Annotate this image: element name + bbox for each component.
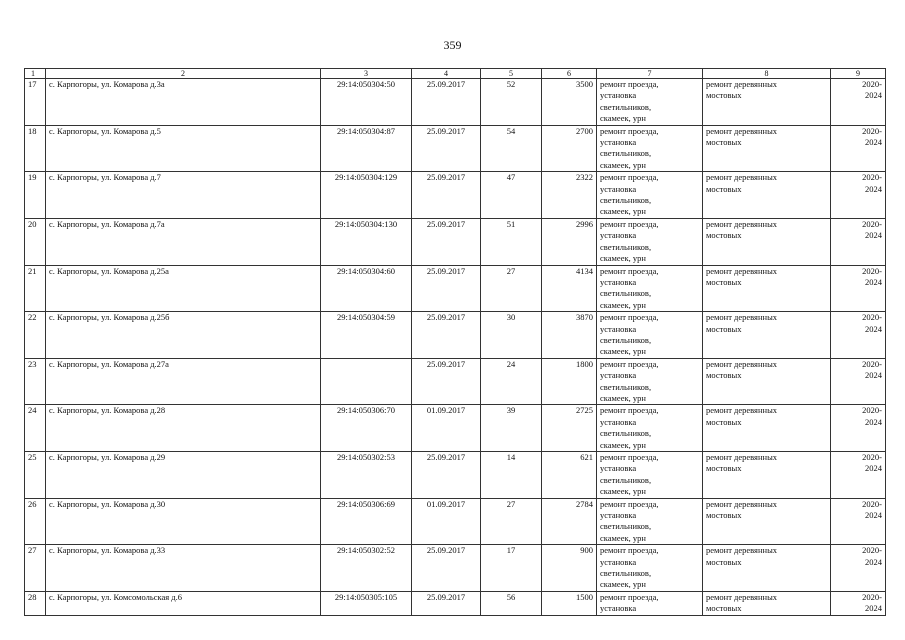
- cell-line: 2024: [865, 510, 882, 521]
- area-cell: 621: [542, 452, 597, 499]
- cadastral-number-cell: 29:14:050304:50: [321, 79, 412, 126]
- work-type-cell: [703, 545, 831, 592]
- cell-line: мостовых: [706, 323, 742, 334]
- table-row: [25, 79, 886, 126]
- period-cell: [831, 498, 886, 545]
- cell-line: установка: [600, 416, 637, 427]
- page-number: 359: [443, 38, 462, 52]
- date-cell: 25.09.2017: [412, 312, 481, 359]
- cadastral-number-cell: 29:14:050304:87: [321, 125, 412, 172]
- row-number: 25: [25, 452, 46, 499]
- count-cell: 27: [481, 498, 542, 545]
- row-number: 22: [25, 312, 46, 359]
- date-cell: 25.09.2017: [412, 265, 481, 312]
- address-cell: с. Карпогоры, ул. Комарова д.30: [46, 498, 321, 545]
- table-row: [25, 358, 886, 405]
- cell-line: мостовых: [706, 137, 742, 148]
- cell-line: 2024: [865, 90, 882, 101]
- cell-line: ремонт проезда,: [600, 265, 659, 276]
- table-row: [25, 591, 886, 615]
- cell-line: установка: [600, 90, 637, 101]
- table-row: [25, 545, 886, 592]
- column-number: 2: [46, 69, 321, 79]
- cell-line: установка: [600, 276, 637, 287]
- area-cell: 2784: [542, 498, 597, 545]
- cell-line: ремонт проезда,: [600, 498, 659, 509]
- cell-line: мостовых: [706, 603, 742, 614]
- cell-line: 2024: [865, 603, 882, 614]
- work-description-cell: [597, 172, 703, 219]
- table-row: [25, 498, 886, 545]
- period-cell: [831, 218, 886, 265]
- cell-line: скамеек, урн: [600, 113, 646, 124]
- table-row: [25, 265, 886, 312]
- work-type-cell: [703, 172, 831, 219]
- row-number: 24: [25, 405, 46, 452]
- cell-line: установка: [600, 230, 637, 241]
- period-cell: [831, 172, 886, 219]
- address-cell: с. Карпогоры, ул. Комарова д.28: [46, 405, 321, 452]
- cadastral-number-cell: 29:14:050304:129: [321, 172, 412, 219]
- cell-line: мостовых: [706, 183, 742, 194]
- count-cell: 17: [481, 545, 542, 592]
- cell-line: мостовых: [706, 276, 742, 287]
- cell-line: скамеек, урн: [600, 159, 646, 170]
- column-number: 3: [321, 69, 412, 79]
- work-type-cell: [703, 452, 831, 499]
- cell-line: 2020-: [862, 218, 882, 229]
- date-cell: 25.09.2017: [412, 358, 481, 405]
- cell-line: ремонт деревянных: [706, 405, 778, 416]
- count-cell: 30: [481, 312, 542, 359]
- cell-line: скамеек, урн: [600, 206, 646, 217]
- table-row: [25, 312, 886, 359]
- cell-line: 2020-: [862, 312, 882, 323]
- cell-line: ремонт деревянных: [706, 79, 778, 89]
- row-number: 28: [25, 591, 46, 615]
- period-cell: [831, 452, 886, 499]
- improvement-table: [24, 68, 886, 616]
- cell-line: 2024: [865, 183, 882, 194]
- table-row: [25, 452, 886, 499]
- cell-line: установка: [600, 370, 637, 381]
- area-cell: 1800: [542, 358, 597, 405]
- cadastral-number-cell: 29:14:050304:60: [321, 265, 412, 312]
- cell-line: скамеек, урн: [600, 253, 646, 264]
- cell-line: ремонт проезда,: [600, 312, 659, 323]
- work-type-cell: [703, 312, 831, 359]
- cell-line: мостовых: [706, 230, 742, 241]
- area-cell: 4134: [542, 265, 597, 312]
- cell-line: 2024: [865, 370, 882, 381]
- cell-line: ремонт проезда,: [600, 405, 659, 416]
- work-type-cell: [703, 265, 831, 312]
- cell-line: 2020-: [862, 358, 882, 369]
- cell-line: мостовых: [706, 463, 742, 474]
- cell-line: скамеек, урн: [600, 392, 646, 403]
- cell-line: 2024: [865, 230, 882, 241]
- cell-line: ремонт проезда,: [600, 172, 659, 183]
- cell-line: ремонт деревянных: [706, 125, 778, 136]
- cell-line: установка: [600, 603, 637, 614]
- cell-line: светильников,: [600, 148, 652, 159]
- column-number: 4: [412, 69, 481, 79]
- row-number: 23: [25, 358, 46, 405]
- area-cell: 3500: [542, 79, 597, 126]
- date-cell: 01.09.2017: [412, 405, 481, 452]
- table-row: [25, 125, 886, 172]
- period-cell: [831, 312, 886, 359]
- column-number: 8: [703, 69, 831, 79]
- cell-line: светильников,: [600, 428, 652, 439]
- cadastral-number-cell: 29:14:050304:130: [321, 218, 412, 265]
- work-type-cell: [703, 79, 831, 126]
- count-cell: 54: [481, 125, 542, 172]
- cell-line: установка: [600, 556, 637, 567]
- work-description-cell: [597, 218, 703, 265]
- work-description-cell: [597, 452, 703, 499]
- count-cell: 27: [481, 265, 542, 312]
- table-row: [25, 172, 886, 219]
- column-number-row: [25, 69, 886, 79]
- work-description-cell: [597, 125, 703, 172]
- cell-line: 2024: [865, 556, 882, 567]
- cell-line: установка: [600, 463, 637, 474]
- cell-line: 2024: [865, 276, 882, 287]
- cell-line: светильников,: [600, 195, 652, 206]
- date-cell: 25.09.2017: [412, 452, 481, 499]
- column-number: 1: [25, 69, 46, 79]
- count-cell: 24: [481, 358, 542, 405]
- date-cell: 25.09.2017: [412, 125, 481, 172]
- work-description-cell: [597, 405, 703, 452]
- area-cell: 1500: [542, 591, 597, 615]
- cadastral-number-cell: [321, 358, 412, 405]
- cell-line: ремонт деревянных: [706, 452, 778, 462]
- cell-line: светильников,: [600, 474, 652, 485]
- work-type-cell: [703, 498, 831, 545]
- work-description-cell: [597, 591, 703, 615]
- cell-line: 2020-: [862, 79, 882, 89]
- cell-line: 2024: [865, 323, 882, 334]
- work-type-cell: [703, 218, 831, 265]
- count-cell: 56: [481, 591, 542, 615]
- address-cell: с. Карпогоры, ул. Комарова д.3а: [46, 79, 321, 126]
- cadastral-number-cell: 29:14:050306:70: [321, 405, 412, 452]
- period-cell: [831, 79, 886, 126]
- cell-line: скамеек, урн: [600, 579, 646, 590]
- cell-line: светильников,: [600, 568, 652, 579]
- date-cell: 25.09.2017: [412, 172, 481, 219]
- row-number: 21: [25, 265, 46, 312]
- count-cell: 47: [481, 172, 542, 219]
- cell-line: мостовых: [706, 556, 742, 567]
- column-number: 6: [542, 69, 597, 79]
- column-number: 7: [597, 69, 703, 79]
- column-number: 5: [481, 69, 542, 79]
- cell-line: ремонт деревянных: [706, 312, 778, 323]
- period-cell: [831, 265, 886, 312]
- cell-line: скамеек, урн: [600, 299, 646, 310]
- cadastral-number-cell: 29:14:050306:69: [321, 498, 412, 545]
- count-cell: 52: [481, 79, 542, 126]
- cadastral-number-cell: 29:14:050305:105: [321, 591, 412, 615]
- area-cell: 3870: [542, 312, 597, 359]
- cell-line: мостовых: [706, 90, 742, 101]
- period-cell: [831, 545, 886, 592]
- address-cell: с. Карпогоры, ул. Комарова д.27а: [46, 358, 321, 405]
- count-cell: 39: [481, 405, 542, 452]
- address-cell: с. Карпогоры, ул. Комарова д.25б: [46, 312, 321, 359]
- cell-line: 2020-: [862, 265, 882, 276]
- date-cell: 25.09.2017: [412, 218, 481, 265]
- cell-line: 2024: [865, 137, 882, 148]
- date-cell: 25.09.2017: [412, 79, 481, 126]
- cell-line: скамеек, урн: [600, 346, 646, 357]
- cadastral-number-cell: 29:14:050304:59: [321, 312, 412, 359]
- row-number: 26: [25, 498, 46, 545]
- table-row: [25, 405, 886, 452]
- address-cell: с. Карпогоры, ул. Комарова д.25а: [46, 265, 321, 312]
- cell-line: светильников,: [600, 334, 652, 345]
- cell-line: ремонт деревянных: [706, 591, 778, 602]
- work-type-cell: [703, 358, 831, 405]
- cell-line: 2020-: [862, 452, 882, 462]
- cell-line: 2020-: [862, 405, 882, 416]
- address-cell: с. Карпогоры, ул. Комарова д.7а: [46, 218, 321, 265]
- work-type-cell: [703, 405, 831, 452]
- row-number: 17: [25, 79, 46, 126]
- work-type-cell: [703, 591, 831, 615]
- address-cell: с. Карпогоры, ул. Комарова д.7: [46, 172, 321, 219]
- cell-line: мостовых: [706, 510, 742, 521]
- address-cell: с. Карпогоры, ул. Комсомольская д.6: [46, 591, 321, 615]
- address-cell: с. Карпогоры, ул. Комарова д.33: [46, 545, 321, 592]
- cell-line: установка: [600, 137, 637, 148]
- cell-line: 2020-: [862, 125, 882, 136]
- date-cell: 25.09.2017: [412, 545, 481, 592]
- cell-line: 2020-: [862, 545, 882, 556]
- cell-line: ремонт деревянных: [706, 172, 778, 183]
- count-cell: 14: [481, 452, 542, 499]
- cell-line: светильников,: [600, 381, 652, 392]
- cell-line: скамеек, урн: [600, 486, 646, 497]
- column-number: 9: [831, 69, 886, 79]
- count-cell: 51: [481, 218, 542, 265]
- area-cell: 2700: [542, 125, 597, 172]
- date-cell: 25.09.2017: [412, 591, 481, 615]
- table-body: [25, 69, 886, 616]
- cell-line: мостовых: [706, 416, 742, 427]
- cell-line: установка: [600, 510, 637, 521]
- cell-line: 2020-: [862, 498, 882, 509]
- row-number: 19: [25, 172, 46, 219]
- cell-line: установка: [600, 183, 637, 194]
- cell-line: ремонт деревянных: [706, 218, 778, 229]
- period-cell: [831, 405, 886, 452]
- cell-line: ремонт деревянных: [706, 265, 778, 276]
- cadastral-number-cell: 29:14:050302:53: [321, 452, 412, 499]
- cell-line: ремонт деревянных: [706, 545, 778, 556]
- work-description-cell: [597, 79, 703, 126]
- cell-line: светильников,: [600, 241, 652, 252]
- work-type-cell: [703, 125, 831, 172]
- cell-line: 2024: [865, 416, 882, 427]
- work-description-cell: [597, 312, 703, 359]
- cell-line: установка: [600, 323, 637, 334]
- cell-line: 2024: [865, 463, 882, 474]
- work-description-cell: [597, 545, 703, 592]
- work-description-cell: [597, 265, 703, 312]
- cell-line: скамеек, урн: [600, 532, 646, 543]
- address-cell: с. Карпогоры, ул. Комарова д.29: [46, 452, 321, 499]
- cell-line: ремонт проезда,: [600, 591, 659, 602]
- address-cell: с. Карпогоры, ул. Комарова д.5: [46, 125, 321, 172]
- row-number: 27: [25, 545, 46, 592]
- work-description-cell: [597, 498, 703, 545]
- cell-line: ремонт деревянных: [706, 498, 778, 509]
- cell-line: светильников,: [600, 288, 652, 299]
- cell-line: 2020-: [862, 172, 882, 183]
- cell-line: мостовых: [706, 370, 742, 381]
- cell-line: ремонт проезда,: [600, 125, 659, 136]
- cell-line: ремонт проезда,: [600, 358, 659, 369]
- period-cell: [831, 591, 886, 615]
- area-cell: 2996: [542, 218, 597, 265]
- row-number: 20: [25, 218, 46, 265]
- row-number: 18: [25, 125, 46, 172]
- area-cell: 2322: [542, 172, 597, 219]
- cell-line: светильников,: [600, 101, 652, 112]
- cell-line: скамеек, урн: [600, 439, 646, 450]
- cell-line: 2020-: [862, 591, 882, 602]
- area-cell: 2725: [542, 405, 597, 452]
- cell-line: ремонт проезда,: [600, 545, 659, 556]
- cell-line: светильников,: [600, 521, 652, 532]
- period-cell: [831, 125, 886, 172]
- cell-line: ремонт деревянных: [706, 358, 778, 369]
- cell-line: ремонт проезда,: [600, 79, 659, 89]
- period-cell: [831, 358, 886, 405]
- date-cell: 01.09.2017: [412, 498, 481, 545]
- work-description-cell: [597, 358, 703, 405]
- cadastral-number-cell: 29:14:050302:52: [321, 545, 412, 592]
- cell-line: ремонт проезда,: [600, 218, 659, 229]
- area-cell: 900: [542, 545, 597, 592]
- cell-line: ремонт проезда,: [600, 452, 659, 462]
- table-row: [25, 218, 886, 265]
